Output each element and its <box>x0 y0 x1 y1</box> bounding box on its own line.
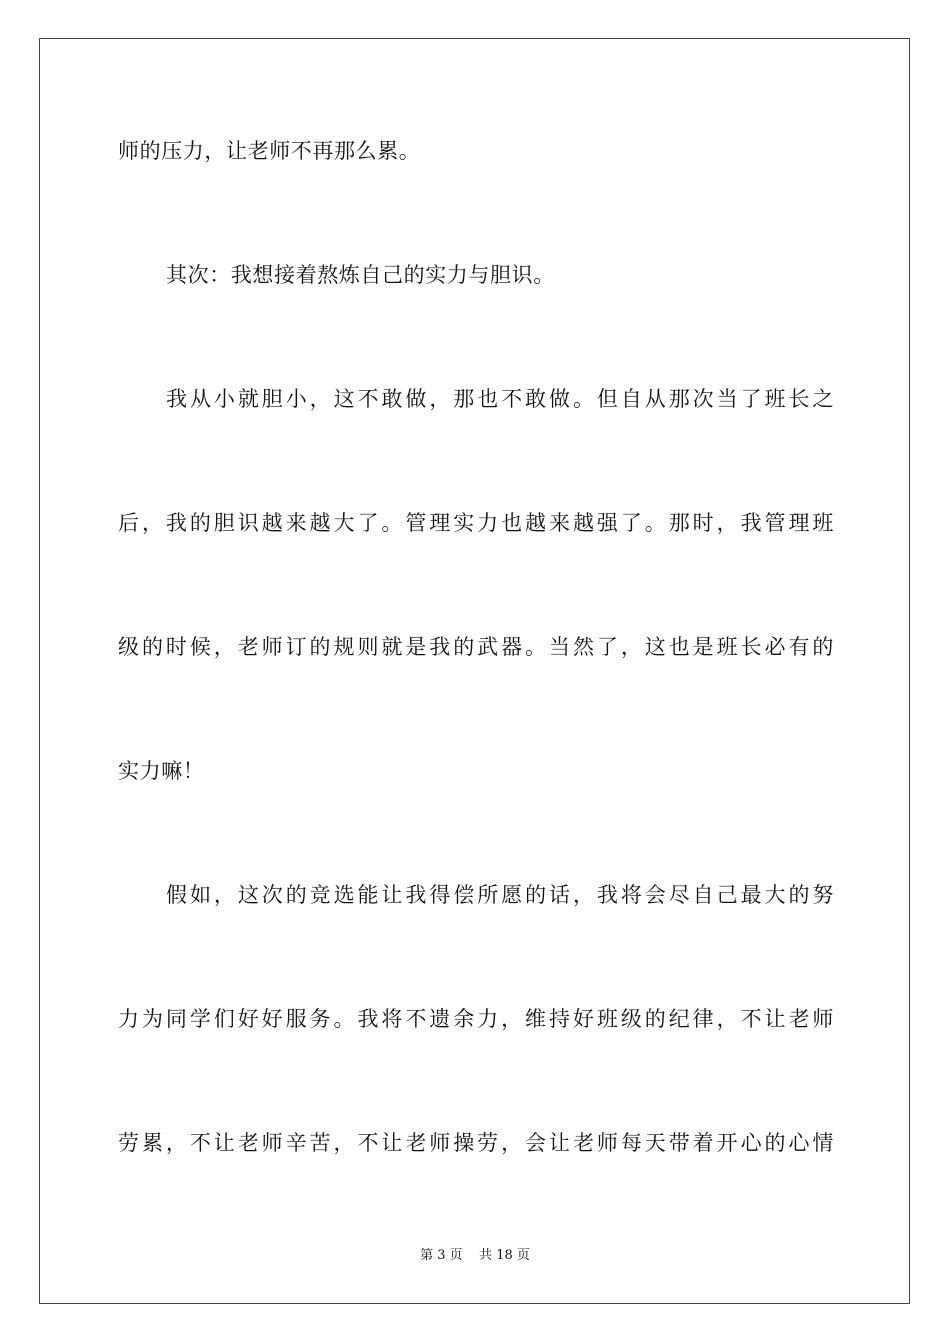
text-line: 师的压力，让老师不再那么累。 <box>118 139 421 163</box>
page-frame <box>39 38 910 1304</box>
text-line: 实力嘛！ <box>118 759 205 783</box>
paragraph-first-line: 假如，这次的竞选能让我得偿所愿的话，我将会尽自己最大的努 <box>166 883 834 907</box>
paragraph-first-line: 我从小就胆小，这不敢做，那也不敢做。但自从那次当了班长之 <box>166 387 834 411</box>
text-line: 级的时候，老师订的规则就是我的武器。当然了，这也是班长必有的 <box>118 635 834 659</box>
text-line: 力为同学们好好服务。我将不遗余力，维持好班级的纪律，不让老师 <box>118 1007 834 1031</box>
text-line: 劳累，不让老师辛苦，不让老师操劳，会让老师每天带着开心的心情 <box>118 1131 834 1155</box>
text-line: 后，我的胆识越来越大了。管理实力也越来越强了。那时，我管理班 <box>118 511 834 535</box>
paragraph-first-line: 其次：我想接着熬炼自己的实力与胆识。 <box>166 263 555 287</box>
page-number-footer: 第 3 页 共 18 页 <box>420 1248 530 1263</box>
